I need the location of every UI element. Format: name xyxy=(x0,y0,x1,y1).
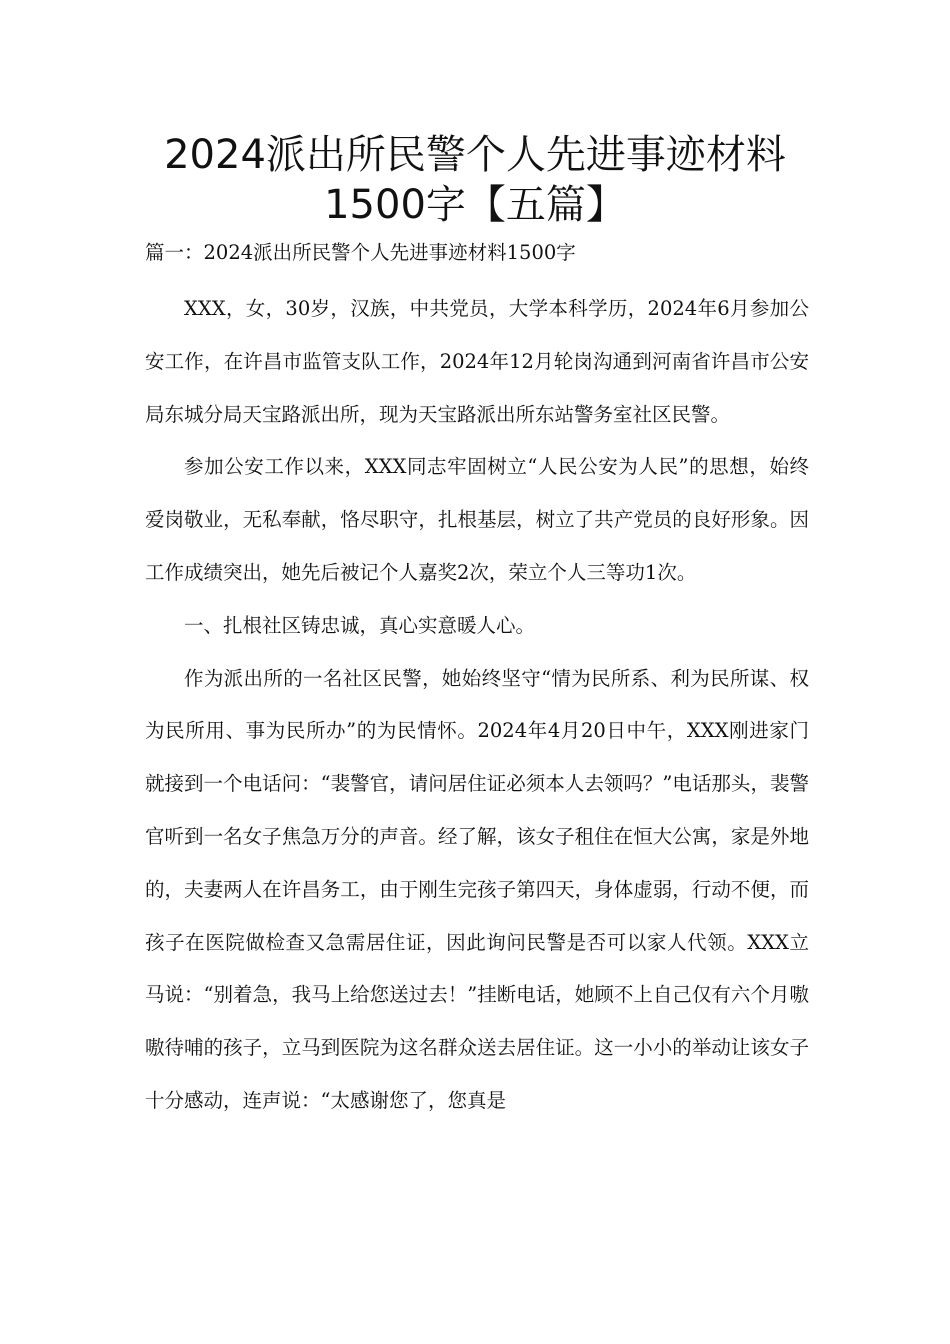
paragraph-profile: XXX，女，30岁，汉族，中共党员，大学本科学历，2024年6月参加公安工作，在许昌市监管支队工作，2024年12月轮岗沟通到河南省许昌市公安局东城分局天宝路派出所，现为天宝路派出所东站警务室社区民警。 xyxy=(145,297,809,426)
paragraph-summary: 参加公安工作以来，XXX同志牢固树立“人民公安为人民”的思想，始终爱岗敬业，无私奉献，恪尽职守，扎根基层，树立了共产党员的良好形象。因工作成绩突出，她先后被记个人嘉奖2次，荣立个人三等功1次。 xyxy=(145,455,809,584)
section-subtitle: 篇一：2024派出所民警个人先进事迹材料1500字 xyxy=(145,241,576,264)
document-title-line1: 2024派出所民警个人先进事迹材料 xyxy=(164,132,786,178)
document-body xyxy=(145,283,809,1128)
section-heading: 一、扎根社区铸忠诚，真心实意暖人心。 xyxy=(184,613,536,637)
document-title-line2: 1500字【五篇】 xyxy=(324,182,626,228)
paragraph-story: 作为派出所的一名社区民警，她始终坚守“情为民所系、利为民所谋、权为民所用、事为民所办”的为民情怀。2024年4月20日中午，XXX刚进家门就接到一个电话问：“裴警官，请问居住证必须本人去领吗？”电话那头，裴警官听到一名女子焦急万分的声音。经了解，该女子租住在恒大公寓，家是外地的，夫妻两人在许昌务工，由于刚生完孩子第四天，身体虚弱，行动不便，而孩子在医院做检查又急需居住证，因此询问民警是否可以家人代领。XXX立马说：“别着急，我马上给您送过去！”挂断电话，她顾不上自己仅有六个月嗷嗷待哺的孩子，立马到医院为这名群众送去居住证。这一小小的举动让该女子十分感动，连声说：“太感谢您了，您真是 xyxy=(145,666,809,1112)
